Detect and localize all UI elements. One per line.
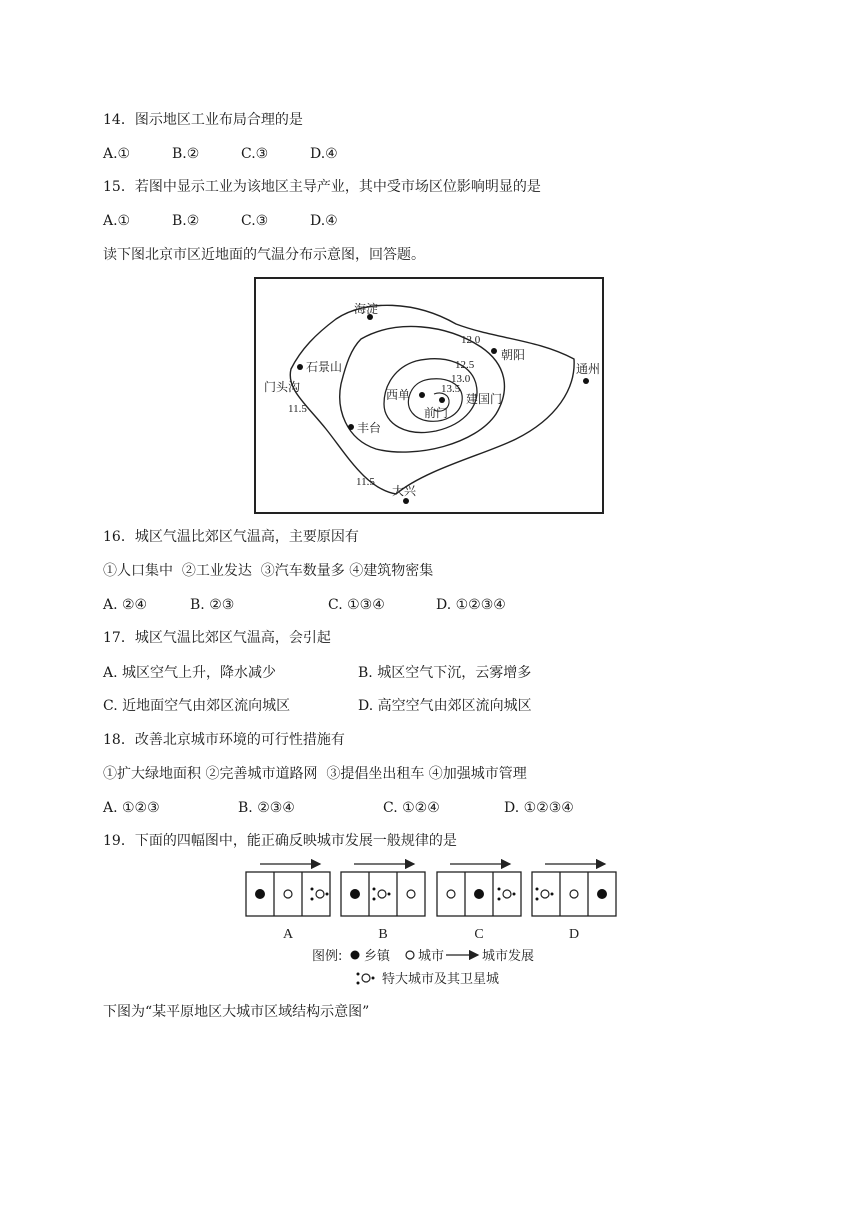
panel-c	[437, 864, 521, 916]
isotherm-label-12-0: 12.0	[461, 334, 481, 346]
isotherm-label-13-5: 13.5	[441, 383, 461, 395]
q16-option-a: A. ②④	[103, 597, 148, 613]
q16-option-b: B. ②③	[190, 597, 235, 613]
point-qianmen	[439, 397, 445, 403]
panel-b	[341, 864, 425, 916]
legend-city: 城市	[418, 949, 445, 964]
q18-stem: 18．改善北京城市环境的可行性措施有	[103, 732, 345, 748]
q17-stem: 17．城区气温比郊区气温高，会引起	[103, 630, 331, 646]
label-shijingshan: 石景山	[306, 360, 343, 374]
point-tongzhou	[583, 378, 589, 384]
q16-option-c: C. ①③④	[328, 597, 385, 613]
panel-label-b: B	[378, 927, 388, 942]
legend-megacity: 特大城市及其卫星城	[382, 972, 500, 987]
point-daxing	[403, 498, 409, 504]
q17-option-b: B. 城区空气下沉，云雾增多	[358, 665, 532, 681]
label-haidian: 海淀	[353, 302, 379, 316]
q18-option-d: D. ①②③④	[504, 800, 574, 816]
point-fengtai	[348, 424, 354, 430]
isotherm-label-13-0: 13.0	[451, 373, 471, 385]
q16-items: ①人口集中 ②工业发达 ③汽车数量多 ④建筑物密集	[103, 563, 434, 579]
panel-label-c: C	[474, 927, 484, 942]
q18-items: ①扩大绿地面积 ②完善城市道路网 ③提倡坐出租车 ④加强城市管理	[103, 766, 527, 782]
q18-option-c: C. ①②④	[383, 800, 440, 816]
point-chaoyang	[491, 348, 497, 354]
panel-label-d: D	[568, 927, 580, 942]
panel-d	[532, 864, 616, 916]
q17-option-a: A. 城区空气上升，降水减少	[103, 665, 277, 681]
isotherm-label-12-5: 12.5	[455, 359, 475, 371]
q17-option-d: D. 高空空气由郊区流向城区	[358, 698, 532, 714]
temperature-map	[254, 277, 604, 514]
point-xidan	[419, 392, 425, 398]
q17-option-c: C. 近地面空气由郊区流向城区	[103, 698, 291, 714]
legend-megacity-icon	[362, 974, 370, 982]
isotherm-label-11-5-left: 11.5	[288, 403, 307, 415]
legend-city-icon	[406, 951, 414, 959]
label-jianguomen: 建国门	[466, 392, 503, 406]
q15-stem: 15．若图中显示工业为该地区主导产业，其中受市场区位影响明显的是	[103, 179, 541, 195]
legend-development: 城市发展	[482, 949, 535, 964]
legend-town: 乡镇	[364, 949, 391, 964]
q15-option-a: A.①	[103, 213, 131, 229]
q15-option-b: B.②	[172, 213, 200, 229]
label-fengtai: 丰台	[357, 421, 382, 435]
q16-option-d: D. ①②③④	[436, 597, 506, 613]
panel-label-a: A	[282, 927, 294, 942]
urban-development-svg	[240, 856, 630, 996]
q18-option-b: B. ②③④	[238, 800, 295, 816]
q16-stem: 16．城区气温比郊区气温高，主要原因有	[103, 529, 359, 545]
q19-stem: 19．下面的四幅图中，能正确反映城市发展一般规律的是	[103, 833, 457, 849]
q14-stem: 14．图示地区工业布局合理的是	[103, 112, 303, 128]
isotherm-map-svg	[256, 279, 602, 512]
q14-option-b: B.②	[172, 146, 200, 162]
label-qianmen: 前门	[424, 406, 449, 420]
q15-option-c: C.③	[241, 213, 269, 229]
label-xidan: 西单	[386, 388, 411, 402]
isotherm-11-5-outer	[290, 305, 574, 494]
urban-development-diagram	[240, 856, 630, 996]
q14-option-a: A.①	[103, 146, 131, 162]
label-chaoyang: 朝阳	[501, 348, 526, 362]
q14-option-c: C.③	[241, 146, 269, 162]
map-intro: 读下图北京市区近地面的气温分布示意图，回答题。	[103, 247, 425, 263]
label-mentougou: 门头沟	[264, 380, 301, 394]
q15-option-d: D.④	[310, 213, 338, 229]
legend-title: 图例:	[312, 949, 343, 964]
isotherm-label-11-5-bottom: 11.5	[356, 476, 375, 488]
outro-text: 下图为“某平原地区大城市区域结构示意图”	[103, 1004, 370, 1020]
panel-a	[246, 864, 330, 916]
q14-option-d: D.④	[310, 146, 338, 162]
legend-town-icon	[351, 951, 360, 960]
label-daxing: 大兴	[392, 484, 417, 498]
q18-option-a: A. ①②③	[103, 800, 160, 816]
label-tongzhou: 通州	[576, 362, 601, 376]
point-shijingshan	[297, 364, 303, 370]
